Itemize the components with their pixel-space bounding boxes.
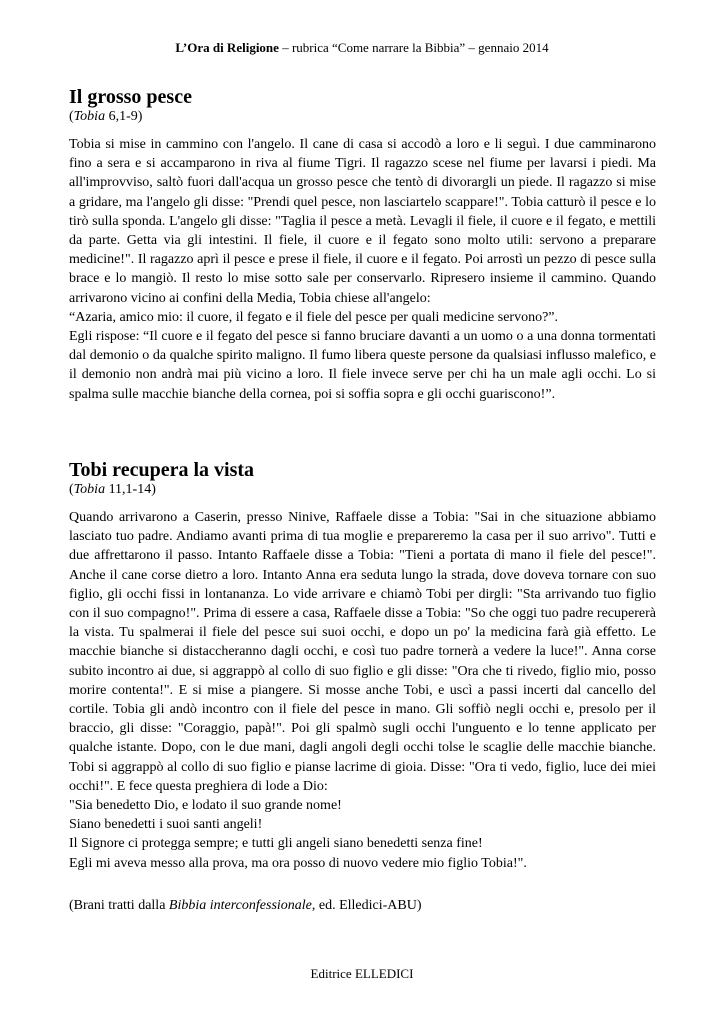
paragraph: Egli rispose: “Il cuore e il fegato del pesce si fanno bruciare davanti a un uomo o a una donna tormentati dal demonio o da qualche spirito maligno. Il fumo libera queste persone da qualsiasi influsso malefico, e il demonio non andrà mai più vicino a loro. Il fiele invece serve per chi ha un male agli occhi. Lo si spalma sulle macchie bianche della cornea, poi si soffia sopra e gli occhi guariscono!”. <box>69 329 656 402</box>
prayer-line: Siano benedetti i suoi santi angeli! <box>69 817 263 833</box>
section-title-grosso-pesce: Il grosso pesce <box>69 86 192 108</box>
ref-chapter: 6,1-9) <box>105 109 143 124</box>
prayer-line: Egli mi aveva messo alla prova, ma ora posso di nuovo vedere mio figlio Tobia!". <box>69 855 527 871</box>
paragraph: Quando arrivarono a Caserin, presso Ninive, Raffaele disse a Tobia: "Sai in che situazione abbiamo lasciato tuo padre. Andiamo avanti prima di tua moglie e prepareremo la casa per il suo arrivo". Tutti e due affrettarono il passo. Intanto Raffaele disse a Tobia: "Tieni a portata di mano il fiele del pesce!". Anche il cane corse dietro a loro. Intanto Anna era seduta lungo la strada, dove doveva tornare con suo figlio, gli occhi fissi in lontananza. Lo vide arrivare e chiamò Tobi per dirgli: "Sta arrivando tuo figlio con il suo compagno!". Prima di essere a casa, Raffaele disse a Tobia: "So che oggi tuo padre recupererà la vista. Tu spalmerai il fiele del pesce sui suoi occhi, e dopo un po' la medicina farà già effetto. Le macchie bianche si distaccheranno dagli occhi, e così tuo padre tornerà a vedere la luce!". Anna corse subito incontro ai due, si aggrappò al collo di suo figlio e gli disse: "Ora che ti rivedo, figlio mio, posso morire contenta!". E si mise a piangere. Si mosse anche Tobi, e uscì a passi incerti dal cancello del cortile. Tobia gli andò incontro con il fiele del pesce in mano. Gli soffiò negli occhi e, presolo per il braccio, gli disse: "Coraggio, papà!". Poi gli spalmò sugli occhi l'unguento e lo tenne applicato per qualche istante. Dopo, con le due mani, dagli angoli degli occhi tolse le scaglie delle macchie bianche. Tobi si aggrappò al collo di suo figlio e pianse lacrime di gioia. Disse: "Ora ti vedo, figlio, luce dei miei occhi!". E fece questa preghiera di lode a Dio: <box>69 510 656 794</box>
note-open: (Brani tratti dalla <box>69 898 169 913</box>
prayer-line: "Sia benedetto Dio, e lodato il suo grande nome! <box>69 798 342 813</box>
prayer-block <box>69 796 656 873</box>
ref-chapter: 11,1-14) <box>105 482 156 497</box>
page-footer: Editrice ELLEDICI <box>310 966 414 981</box>
ref-open: ( <box>69 109 74 124</box>
prayer-line: Il Signore ci protegga sempre; e tutti gli angeli siano benedetti senza fine! <box>69 836 483 852</box>
ref-book: Tobia <box>73 482 106 497</box>
source-note <box>69 898 422 914</box>
header-subtitle: – rubrica “Come narrare la Bibbia” – gennaio 2014 <box>278 40 549 55</box>
note-book: Bibbia interconfessionale <box>168 898 312 913</box>
section-reference <box>69 482 156 498</box>
section-reference <box>69 109 142 125</box>
section-title-tobi-vista: Tobi recupera la vista <box>69 459 255 481</box>
ref-open: ( <box>69 482 74 497</box>
ref-book: Tobia <box>73 109 106 124</box>
note-close: , ed. Elledici-ABU) <box>311 898 422 913</box>
paragraph-quote: “Azaria, amico mio: il cuore, il fegato e il fiele del pesce per quali medicine servono?”. <box>69 310 559 325</box>
page-header <box>0 40 724 56</box>
paragraph: Tobia si mise in cammino con l'angelo. Il cane di casa si accodò a loro e li seguì. I due camminarono fino a sera e si accamparono in riva al fiume Tigri. Il ragazzo scese nel fiume per lavarsi i piedi. Ma all'improvviso, saltò fuori dall'acqua un grosso pesce che tentò di divorargli un piede. Il ragazzo si mise a gridare, ma l'angelo gli disse: "Prendi quel pesce, non lasciartelo scappare!". Tobia catturò il pesce e lo tirò sulla sponda. L'angelo gli disse: "Taglia il pesce a metà. Levagli il fiele, il cuore e il fegato, e mettili da parte. Getta via gli intestini. Il fiele, il cuore e il fegato sono molto utili: servono a preparare medicine!". Il ragazzo aprì il pesce e prese il fiele, il cuore e il fegato. Poi arrostì un pezzo di pesce sulla brace e lo mangiò. Il resto lo mise sotto sale per conservarlo. Ripresero insieme il cammino. Quando arrivarono vicino ai confini della Media, Tobia chiese all'angelo: <box>69 137 656 306</box>
header-title: L’Ora di Religione <box>175 40 279 55</box>
